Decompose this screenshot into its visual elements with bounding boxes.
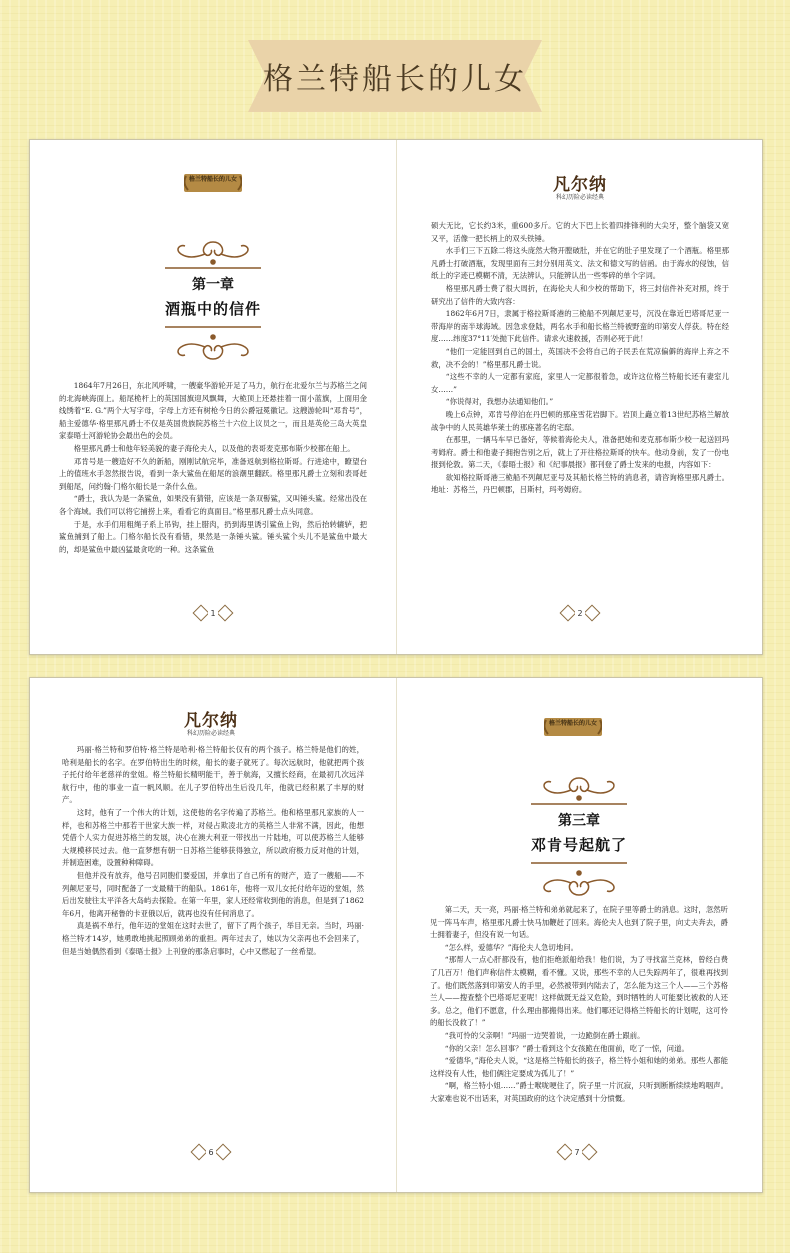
page-number (191, 1145, 231, 1159)
paragraph: 晚上6点钟，邓肯号停泊在丹巴顿的那座雪花岩脚下。岩顶上矗立着13世纪苏格兰解放战争中的人民英雄华莱士的那座著名的宅邸。 (431, 409, 729, 432)
paragraph: “你的父亲！怎么回事？”爵士看到这个女孩跪在他面前，吃了一惊，问道。 (444, 1043, 689, 1053)
dream-logo-title: 凡尔纳 (553, 175, 607, 195)
chapter-title: 酒瓶中的信件 (164, 300, 261, 318)
series-logo-dream (550, 170, 610, 206)
series-logo-scroll (184, 170, 242, 196)
page-1 (30, 140, 397, 654)
chapter-title: 邓肯号起航了 (530, 836, 627, 854)
paragraph: 于是，水手们用粗绳子系上吊钩，挂上腊肉，扔到海里诱引鲨鱼上钩，然后抬转辘轳，把鲨鱼捕到了船上。门格尔船长没有看错，果然是一条锤头鲨。锤头鲨个头儿不是鲨鱼中最大的，却是鲨鱼中最凶猛最贪吃的一种。这条鲨鱼 (59, 519, 367, 554)
paragraph: “那帮人一点心肝都没有，他们拒绝派船给我！他们说，为了寻找富兰克林，曾经白费了几百万！他们声称信件太模糊，看不懂。又说，那些不幸的人已失踪两年了，很难再找到了。他们既然落到印第安人的手里，必然被带到内陆去了，怎么能为这三个人——三个苏格兰人——搜查整个巴塔哥尼亚呢！这样做既无益又危险，到时牺牲的人可能要比被救的人还多。总之，他们不愿意，什么理由都搬得出来。他们哪还记得格兰特船长的计划呢，这可怜的船长没救了！” (430, 955, 728, 1028)
ornament-bottom-icon (531, 859, 627, 899)
series-logo-scroll (544, 714, 602, 740)
page-7 (396, 678, 762, 1192)
paragraph: 这时，他有了一个伟大的计划，这使他的名字传遍了苏格兰。他和格里那凡家族的人一样，也和苏格兰中那若干世家大族一样，对侵占欺凌北方的英格兰人非常不满，因此，他想凭借个人实力促进苏格兰的发展，决心在澳大利亚一带找出一片陆地，可以使苏格兰人能够大规模移民过去。他一直梦想有朝一日苏格兰能够获得独立，所以政府极力反对他的计划，并制造困难，设置种种障碍。 (62, 807, 364, 868)
dream-logo-subtitle: 科幻历险必读经典 (555, 194, 604, 201)
page-number-text: 6 (208, 1147, 214, 1157)
page-2 (396, 140, 762, 654)
series-logo-dream (181, 706, 241, 742)
paragraph: 但他并没有放弃，他号召同胞们要爱国，并拿出了自己所有的财产，造了一艘船——不列颠尼亚号，同时配备了一支最精干的船队。1861年，他将一双儿女托付给年迈的堂姐，然后出发驶往太平洋各大岛屿去探险。在第一年里，家人还经常收到他的消息，但是到了1862年6月，他离开秘鲁的卡亚俄以后，就再也没有任何消息了。 (62, 870, 364, 918)
scroll-logo-icon (184, 170, 242, 196)
page-2-text (431, 220, 729, 497)
chapter-heading (150, 238, 276, 363)
page-number-text: 1 (210, 608, 216, 618)
paragraph: “爱德华，”海伦夫人说，“这是格兰特船长的孩子，格兰特小姐和她的弟弟。那些人都能这样没有人性，他们俩注定要成为孤儿了！” (430, 1056, 728, 1078)
dream-logo-subtitle: 科幻历险必读经典 (186, 730, 235, 737)
paragraph: “他们一定能回到自己的国土，英国决不会将自己的子民丢在荒凉偏僻的海岸上弃之不救，决不会的！”格里那凡爵士说。 (431, 346, 729, 369)
paragraph: 水手们三下五除二将这头庞然大物开膛破肚，并在它的肚子里发现了一个酒瓶。格里那凡爵士打破酒瓶，发现里面有三封分别用英文、法文和德文写的信函。由于海水的侵蚀，信纸上的字迹已模糊不清，无法辨认，只能辨认出一些零碎的单个字词。 (431, 246, 729, 281)
page-number-text: 2 (577, 608, 583, 618)
paragraph: “我可怜的父亲啊！”玛丽一边哭着说，一边跪倒在爵士跟前。 (444, 1030, 645, 1040)
paragraph: 1862年6月7日，隶属于格拉斯哥港的三桅船不列颠尼亚号，沉没在靠近巴塔哥尼亚一带海岸的南半球海域。因急求登陆，两名水手和船长格兰特被野蛮的印第安人俘获。特在经度……纬度37°11′处抛下此信件。请求火速救援，否则必死于此！ (431, 309, 729, 344)
paragraph: “你说得对，我想办法通知他们。” (445, 397, 554, 407)
paragraph: “这些不幸的人一定都有家庭，家里人一定都很着急，或许这位格兰特船长还有妻室儿女……” (431, 372, 729, 394)
page-1-text (59, 380, 367, 556)
ornament-top-icon (531, 774, 627, 810)
scroll-logo-text: 格兰特船长的儿女 (188, 176, 237, 183)
paragraph: 真是祸不单行，他年迈的堂姐在这时去世了，留下了两个孩子，举目无亲。当时，玛丽·格兰特才14岁，她勇敢地挑起照顾弟弟的重担。两年过去了，她以为父亲再也不会回来了，但是当她偶然看到《泰晤士报》上刊登的那条启事时，心中又燃起了一丝希望。 (62, 921, 364, 956)
ornament-bottom-icon (165, 323, 261, 363)
paragraph: 硕大无比，它长约3米，重600多斤。它的大下巴上长着四排锋利的大尖牙，整个脑袋又宽又平，活像一把长柄上的双头铁锤。 (431, 221, 729, 243)
paragraph: “怎么样，爱德华？”海伦夫人急切地问。 (444, 942, 578, 952)
paragraph: 第二天，天一亮，玛丽·格兰特和弟弟就起来了，在院子里等爵士的消息。这时，忽然听见一阵马车声，格里那凡爵士快马加鞭赶了回来。海伦夫人也到了院子里，向丈夫奔去，爵士拥着妻子，但没有说一句话。 (430, 905, 728, 940)
book-spread-1 (29, 139, 763, 655)
page-6 (30, 678, 397, 1192)
book-spread-2 (29, 677, 763, 1193)
page-number (560, 606, 600, 620)
page-number (557, 1145, 597, 1159)
ornament-top-icon (165, 238, 261, 274)
paragraph: 1864年7月26日，东北风呼啸，一艘豪华游轮开足了马力，航行在北爱尔兰与苏格兰之间的北海峡海面上。船尾桅杆上的英国国旗迎风飘舞，大桅顶上还悬挂着一面小蓝旗，上面用金线绣着“E. G.”两个大写字母，字母上方还有树枪今日的公爵冠冕徽记。这艘游轮叫“邓肯号”，船主爱德华·格里那凡爵士不仅是英国贵族院苏格兰十六位上议员之一，而且是英伦三岛大英皇家泰晤士河游轮协会最出色的会员。 (59, 381, 367, 441)
paragraph: 格里那凡爵士费了很大周折，在海伦夫人和少校的帮助下，将三封信件补充对照，终于研究出了信件的大致内容： (431, 283, 729, 306)
dream-logo-title: 凡尔纳 (184, 711, 238, 731)
page-7-text (430, 904, 728, 1106)
paragraph: 格里那凡爵士和他年轻美貌的妻子海伦夫人，以及他的表哥麦克那布斯少校都在船上。 (73, 443, 355, 453)
paragraph: 在那里，一辆马车早已备好，等候着海伦夫人，准备把她和麦克那布斯少校一起送回玛考姆府。爵士和他妻子拥抱告别之后，就上了开往格拉斯哥的快车。他动身前，发了一份电报到伦敦。第二天，《泰晤士报》和《纪事晨报》都刊登了爵士发来的电报，内容如下： (431, 435, 729, 470)
page-number-text: 7 (574, 1147, 580, 1157)
chapter-number: 第一章 (192, 277, 234, 293)
banner-title: 格兰特船长的儿女 (263, 62, 527, 97)
chapter-number: 第三章 (558, 813, 600, 829)
paragraph: 玛丽·格兰特和罗伯特·格兰特是哈利·格兰特船长仅有的两个孩子。格兰特是他们的姓，哈利是船长的名字。在罗伯特出生的时候，船长的妻子就死了。每次远航时，他就把两个孩子托付给年老慈祥的堂姐。格兰特船长精明能干，善于航海，又擅长经商，在最初几次远洋航行中，他的事业一直一帆风顺。在儿子罗伯特出生后没几年，他就已经积累了丰厚的财产。 (62, 745, 364, 805)
scroll-logo-icon (544, 714, 602, 740)
paragraph: 欲知格拉斯哥港三桅船不列颠尼亚号及其船长格兰特的消息者，请咨询格里那凡爵士。地址：苏格兰，丹巴顿郡，吕斯村，玛考姆府。 (431, 472, 729, 495)
paragraph: “爵士，我认为是一条鲨鱼，如果没有猜错，应该是一条双髻鲨，又叫锤头鲨。经常出没在各个海域。我们可以将它捕捞上来，看看它的真面目。”格里那凡爵士点头同意。 (59, 494, 367, 516)
paragraph: “啊，格兰特小姐……”爵士喉咙哽住了，院子里一片沉寂，只听到断断续续地鸣咽声。大家难也说不出话来，对英国政府的这个决定感到十分愤慨。 (430, 1081, 728, 1103)
page-number (193, 606, 233, 620)
paragraph: 邓肯号是一艘造好不久的新船，刚刚试航完毕，准备返航到格拉斯哥。行进途中，瞭望台上的值班水手忽然报告说，看到一条大鲨鱼在船尾的浪潮里翻跃。格里那凡爵士立刻和表哥赶到船尾，问约翰·门格尔船长是一条什么鱼。 (59, 456, 367, 491)
page-6-text (62, 744, 364, 958)
chapter-heading (511, 774, 647, 899)
scroll-logo-text: 格兰特船长的儿女 (548, 720, 597, 727)
